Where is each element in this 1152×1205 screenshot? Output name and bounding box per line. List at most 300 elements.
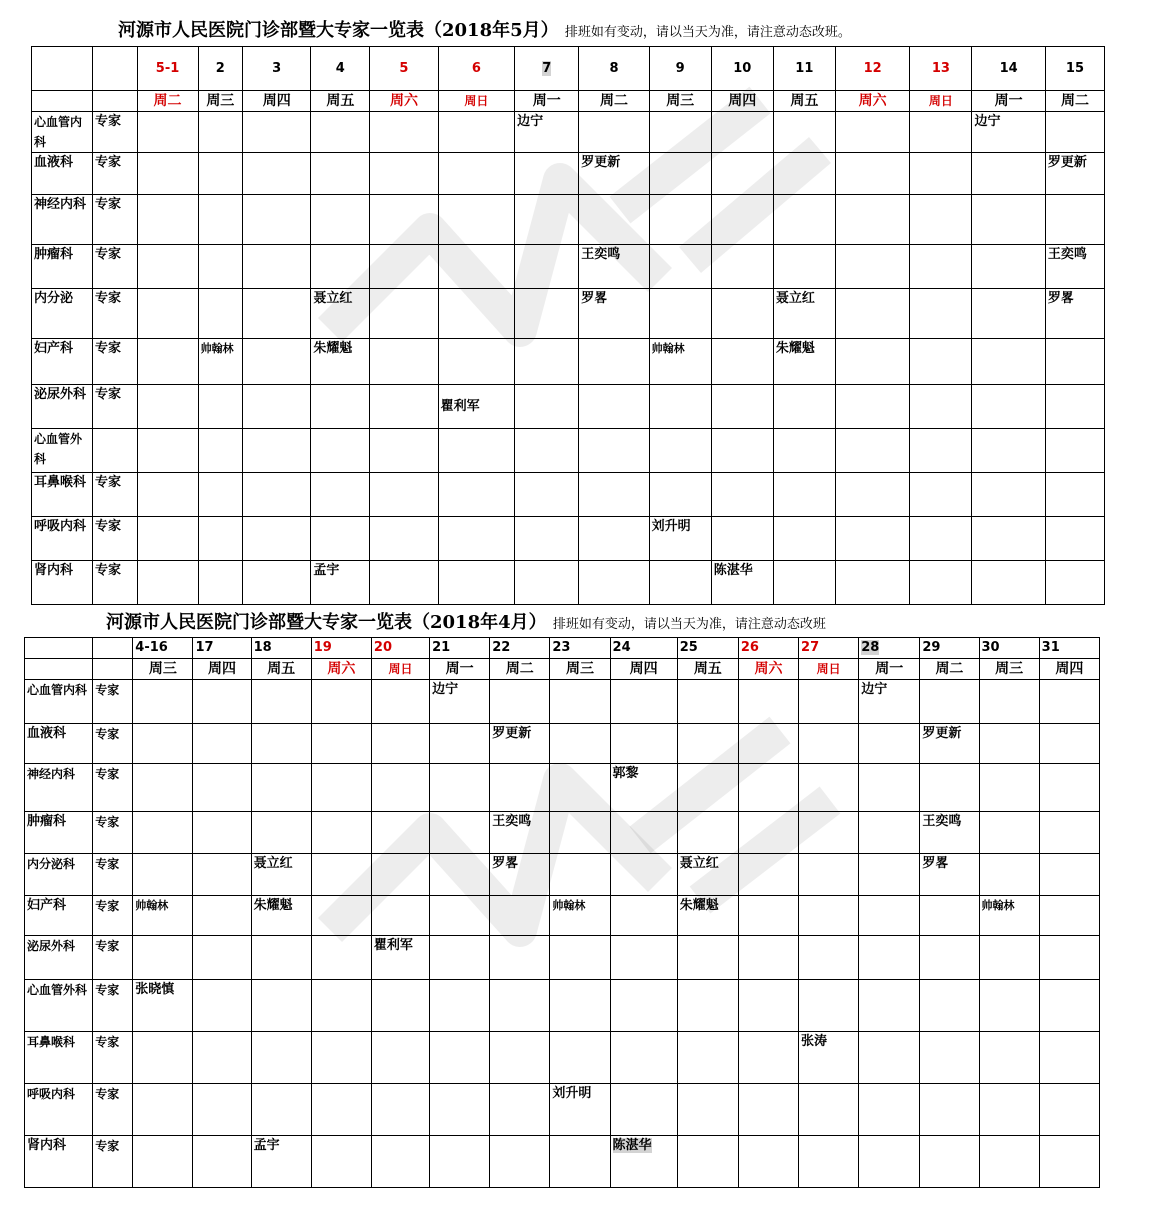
schedule-cell xyxy=(550,1032,610,1084)
schedule-cell xyxy=(137,517,198,561)
date-header-cell xyxy=(677,638,738,659)
schedule-cell xyxy=(859,980,920,1032)
weekday-header-cell xyxy=(738,659,798,680)
weekday-header-cell xyxy=(1039,659,1099,680)
schedule-cell xyxy=(610,1032,677,1084)
schedule-cell xyxy=(1045,561,1104,605)
role-cell xyxy=(93,473,137,517)
schedule-cell xyxy=(738,1084,798,1136)
date-header-cell xyxy=(430,638,490,659)
schedule-cell xyxy=(137,112,198,153)
schedule-cell xyxy=(198,561,242,605)
role-cell xyxy=(93,764,133,812)
weekday-label: 周四 xyxy=(262,93,291,109)
schedule-cell xyxy=(438,153,515,195)
role-cell xyxy=(93,1136,133,1188)
schedule-cell xyxy=(1039,680,1099,724)
schedule-cell xyxy=(133,764,193,812)
date-label: 7 xyxy=(542,60,552,76)
department-row xyxy=(25,896,1100,936)
schedule-cell xyxy=(649,339,711,385)
weekday-label: 周三 xyxy=(206,93,235,109)
schedule-cell xyxy=(430,724,490,764)
date-label: 10 xyxy=(733,60,752,76)
schedule-cell xyxy=(243,195,311,245)
schedule-cell xyxy=(371,724,429,764)
schedule-cell xyxy=(133,936,193,980)
schedule-cell xyxy=(677,854,738,896)
schedule-cell xyxy=(1045,473,1104,517)
schedule-cell xyxy=(677,680,738,724)
schedule-cell xyxy=(311,517,370,561)
schedule-cell xyxy=(198,429,242,473)
weekday-header-cell xyxy=(430,659,490,680)
schedule-cell xyxy=(738,936,798,980)
schedule-cell xyxy=(711,517,773,561)
date-header-cell xyxy=(711,47,773,91)
date-header-cell xyxy=(579,47,649,91)
schedule-cell xyxy=(251,1032,311,1084)
schedule-cell xyxy=(137,289,198,339)
schedule-cell xyxy=(371,854,429,896)
date-header-cell xyxy=(311,47,370,91)
doctor-name: 帅翰林 xyxy=(981,899,1015,912)
header-blank-cell xyxy=(25,659,93,680)
schedule-cell xyxy=(610,896,677,936)
date-header-cell xyxy=(243,47,311,91)
weekday-label: 周二 xyxy=(935,661,964,677)
doctor-name: 陈湛华 xyxy=(713,563,753,578)
schedule-cell xyxy=(773,289,835,339)
date-label: 30 xyxy=(981,640,1000,655)
doctor-name: 罗更新 xyxy=(492,726,532,741)
schedule-cell xyxy=(193,812,251,854)
schedule-cell xyxy=(910,429,972,473)
weekday-label: 周六 xyxy=(327,661,356,677)
schedule-cell xyxy=(371,980,429,1032)
schedule-cell xyxy=(579,112,649,153)
schedule-cell xyxy=(490,724,550,764)
schedule-cell xyxy=(311,385,370,429)
doctor-name: 孟宇 xyxy=(253,1138,280,1153)
date-label: 14 xyxy=(999,60,1018,76)
role-label: 专家 xyxy=(95,983,120,997)
date-label: 17 xyxy=(195,640,214,655)
schedule-cell xyxy=(371,680,429,724)
role-label: 专家 xyxy=(95,939,120,953)
weekday-header-cell xyxy=(490,659,550,680)
schedule-cell xyxy=(430,854,490,896)
date-header-cell xyxy=(193,638,251,659)
schedule-cell xyxy=(550,1136,610,1188)
schedule-cell xyxy=(371,896,429,936)
weekday-header-cell xyxy=(371,659,429,680)
department-cell xyxy=(25,1084,93,1136)
schedule-cell xyxy=(193,936,251,980)
weekday-header-cell xyxy=(243,91,311,112)
department-cell xyxy=(32,385,93,429)
schedule-cell xyxy=(137,385,198,429)
doctor-name: 边宁 xyxy=(432,682,459,697)
department-cell xyxy=(32,429,93,473)
schedule-cell xyxy=(193,764,251,812)
department-cell xyxy=(32,339,93,385)
schedule-cell xyxy=(438,429,515,473)
weekday-label: 周一 xyxy=(532,93,561,109)
date-header-cell xyxy=(198,47,242,91)
weekday-label: 周五 xyxy=(267,661,296,677)
schedule-cell xyxy=(773,385,835,429)
schedule-cell xyxy=(550,1084,610,1136)
schedule-cell xyxy=(370,429,438,473)
date-header-cell xyxy=(910,47,972,91)
schedule-cell xyxy=(370,473,438,517)
doctor-name: 罗更新 xyxy=(1047,155,1087,170)
date-header-cell xyxy=(1039,638,1099,659)
weekday-label: 周五 xyxy=(693,661,722,677)
role-cell xyxy=(93,1032,133,1084)
schedule-cell xyxy=(979,854,1039,896)
date-label: 5-1 xyxy=(155,60,180,76)
weekday-header-cell xyxy=(311,91,370,112)
schedule-cell xyxy=(490,980,550,1032)
weekday-label: 周六 xyxy=(754,661,783,677)
role-cell xyxy=(93,517,137,561)
date-label: 31 xyxy=(1041,640,1060,655)
schedule-cell xyxy=(243,339,311,385)
schedule-cell xyxy=(920,936,979,980)
schedule-cell xyxy=(711,429,773,473)
schedule-cell xyxy=(677,896,738,936)
date-label: 4-16 xyxy=(135,640,168,655)
date-header-cell xyxy=(835,47,909,91)
department-label: 妇产科 xyxy=(27,898,67,913)
role-cell xyxy=(93,896,133,936)
schedule-cell xyxy=(979,936,1039,980)
schedule-cell xyxy=(910,153,972,195)
schedule-cell xyxy=(799,724,859,764)
doctor-name: 聂立红 xyxy=(775,291,815,306)
schedule-cell xyxy=(311,936,371,980)
weekday-label: 周四 xyxy=(1055,661,1084,677)
schedule-cell xyxy=(711,289,773,339)
schedule-cell xyxy=(859,854,920,896)
weekday-header-cell xyxy=(579,91,649,112)
schedule-cell xyxy=(910,339,972,385)
date-header-cell xyxy=(550,638,610,659)
schedule-cell xyxy=(920,724,979,764)
schedule-cell xyxy=(438,195,515,245)
schedule-cell xyxy=(835,245,909,289)
schedule-cell xyxy=(677,764,738,812)
schedule-cell xyxy=(198,385,242,429)
schedule-cell xyxy=(677,1136,738,1188)
schedule-cell xyxy=(610,1084,677,1136)
doctor-name: 边宁 xyxy=(974,114,1001,129)
schedule-cell xyxy=(243,289,311,339)
department-cell xyxy=(25,1032,93,1084)
schedule-cell xyxy=(490,1084,550,1136)
date-label: 4 xyxy=(335,60,345,76)
schedule-cell xyxy=(311,561,370,605)
date-label: 21 xyxy=(432,640,451,655)
schedule-cell xyxy=(311,245,370,289)
schedule-cell xyxy=(311,896,371,936)
schedule-cell xyxy=(711,245,773,289)
schedule-cell xyxy=(251,812,311,854)
role-label: 专家 xyxy=(95,1139,120,1153)
doctor-name: 聂立红 xyxy=(679,856,719,871)
schedule-cell xyxy=(738,812,798,854)
header-blank-cell xyxy=(25,638,93,659)
schedule-cell xyxy=(773,245,835,289)
schedule-cell xyxy=(649,195,711,245)
weekday-label: 周二 xyxy=(599,93,628,109)
weekday-header-cell xyxy=(438,91,515,112)
department-label: 心血管外科 xyxy=(27,983,88,997)
schedule-cell xyxy=(438,517,515,561)
schedule-cell xyxy=(311,1084,371,1136)
weekday-label: 周日 xyxy=(928,94,953,108)
role-cell xyxy=(93,1084,133,1136)
doctor-name: 聂立红 xyxy=(313,291,353,306)
schedule-cell xyxy=(979,812,1039,854)
weekday-label: 周四 xyxy=(629,661,658,677)
weekday-header-cell xyxy=(835,91,909,112)
schedule-cell xyxy=(799,854,859,896)
schedule-cell xyxy=(649,385,711,429)
schedule-cell xyxy=(251,854,311,896)
schedule-cell xyxy=(1039,812,1099,854)
schedule-cell xyxy=(799,812,859,854)
header-blank-cell xyxy=(93,91,137,112)
date-header-cell xyxy=(610,638,677,659)
weekday-header-cell xyxy=(1045,91,1104,112)
department-label: 神经内科 xyxy=(34,197,87,212)
schedule-cell xyxy=(1045,385,1104,429)
department-row xyxy=(32,245,1105,289)
schedule-cell xyxy=(835,385,909,429)
schedule-cell xyxy=(438,385,515,429)
schedule-cell xyxy=(133,812,193,854)
schedule-cell xyxy=(370,289,438,339)
schedule-cell xyxy=(972,112,1045,153)
schedule-cell xyxy=(438,112,515,153)
date-label: 20 xyxy=(373,640,393,655)
schedule-cell xyxy=(430,1084,490,1136)
role-label: 专家 xyxy=(95,899,120,913)
schedule-cell xyxy=(859,1032,920,1084)
doctor-name: 朱耀魁 xyxy=(775,341,815,356)
department-cell xyxy=(32,289,93,339)
schedule-cell xyxy=(198,153,242,195)
schedule-cell xyxy=(193,1136,251,1188)
date-label: 24 xyxy=(612,640,631,655)
role-label: 专家 xyxy=(95,114,122,129)
weekday-header-cell xyxy=(972,91,1045,112)
schedule-cell xyxy=(799,680,859,724)
schedule-cell xyxy=(677,1084,738,1136)
doctor-name: 郭黎 xyxy=(612,766,639,781)
department-cell xyxy=(32,195,93,245)
schedule-cell xyxy=(859,1084,920,1136)
schedule-cell xyxy=(579,517,649,561)
header-blank-cell xyxy=(93,638,133,659)
date-header-cell xyxy=(859,638,920,659)
date-label: 11 xyxy=(795,60,814,76)
schedule-cell xyxy=(972,473,1045,517)
doctor-name: 孟宇 xyxy=(313,563,340,578)
schedule-cell xyxy=(972,153,1045,195)
schedule-cell xyxy=(198,245,242,289)
date-label: 28 xyxy=(861,640,880,655)
schedule-cell xyxy=(1045,517,1104,561)
role-label: 专家 xyxy=(95,1087,120,1101)
weekday-label: 周三 xyxy=(565,661,594,677)
date-header-cell xyxy=(799,638,859,659)
schedule-cell xyxy=(649,429,711,473)
schedule-cell xyxy=(972,429,1045,473)
weekday-header-cell xyxy=(251,659,311,680)
doctor-name: 帅翰林 xyxy=(651,342,685,355)
schedule-cell xyxy=(859,896,920,936)
schedule-cell xyxy=(579,339,649,385)
department-row xyxy=(32,473,1105,517)
schedule-cell xyxy=(515,473,579,517)
role-label: 专家 xyxy=(95,563,122,578)
schedule-cell xyxy=(738,980,798,1032)
role-label: 专家 xyxy=(95,767,120,781)
doctor-name: 边宁 xyxy=(861,682,888,697)
schedule-cell xyxy=(193,680,251,724)
schedule-cell xyxy=(979,1084,1039,1136)
weekday-header-cell xyxy=(610,659,677,680)
doctor-name: 王奕鸣 xyxy=(922,814,962,829)
schedule-cell xyxy=(137,195,198,245)
doctor-name: 帅翰林 xyxy=(200,342,234,355)
apr-date-row xyxy=(25,638,1100,659)
schedule-cell xyxy=(859,764,920,812)
schedule-cell xyxy=(835,429,909,473)
schedule-cell xyxy=(649,112,711,153)
date-header-cell xyxy=(133,638,193,659)
schedule-cell xyxy=(773,153,835,195)
schedule-cell xyxy=(133,896,193,936)
may-schedule-table xyxy=(31,46,1105,605)
schedule-cell xyxy=(738,724,798,764)
role-cell xyxy=(93,936,133,980)
schedule-cell xyxy=(438,561,515,605)
date-label: 12 xyxy=(863,60,882,76)
schedule-cell xyxy=(920,1084,979,1136)
department-cell xyxy=(25,936,93,980)
department-row xyxy=(25,812,1100,854)
department-label: 心血管内科 xyxy=(34,115,83,149)
doctor-name: 罗更新 xyxy=(581,155,621,170)
schedule-cell xyxy=(979,896,1039,936)
schedule-cell xyxy=(193,896,251,936)
date-label: 2 xyxy=(215,60,225,76)
date-label: 18 xyxy=(253,640,272,655)
role-label: 专家 xyxy=(95,519,122,534)
weekday-label: 周五 xyxy=(790,93,819,109)
schedule-cell xyxy=(835,153,909,195)
doctor-name: 张涛 xyxy=(801,1034,828,1049)
schedule-cell xyxy=(979,980,1039,1032)
may-date-row xyxy=(32,47,1105,91)
schedule-cell xyxy=(972,245,1045,289)
schedule-cell xyxy=(1039,724,1099,764)
schedule-cell xyxy=(490,854,550,896)
department-label: 心血管外科 xyxy=(34,432,83,466)
schedule-cell xyxy=(311,112,370,153)
weekday-header-cell xyxy=(550,659,610,680)
schedule-cell xyxy=(311,764,371,812)
role-cell xyxy=(93,429,137,473)
schedule-cell xyxy=(610,854,677,896)
doctor-name: 刘升明 xyxy=(552,1086,592,1101)
date-header-cell xyxy=(371,638,429,659)
schedule-cell xyxy=(133,980,193,1032)
schedule-cell xyxy=(311,429,370,473)
schedule-cell xyxy=(370,339,438,385)
doctor-name: 王奕鸣 xyxy=(492,814,532,829)
schedule-cell xyxy=(738,854,798,896)
department-label: 耳鼻喉科 xyxy=(34,475,87,490)
may-weekday-row xyxy=(32,91,1105,112)
department-cell xyxy=(25,764,93,812)
doctor-name: 朱耀魁 xyxy=(253,898,293,913)
schedule-cell xyxy=(579,289,649,339)
date-header-cell xyxy=(773,47,835,91)
schedule-cell xyxy=(515,561,579,605)
schedule-cell xyxy=(251,936,311,980)
schedule-cell xyxy=(430,680,490,724)
doctor-name: 罗畧 xyxy=(922,856,949,871)
schedule-cell xyxy=(773,112,835,153)
weekday-header-cell xyxy=(773,91,835,112)
schedule-cell xyxy=(193,980,251,1032)
may-title xyxy=(118,16,851,42)
role-cell xyxy=(93,854,133,896)
schedule-cell xyxy=(910,195,972,245)
schedule-cell xyxy=(979,764,1039,812)
schedule-cell xyxy=(979,680,1039,724)
role-cell xyxy=(93,980,133,1032)
weekday-header-cell xyxy=(979,659,1039,680)
schedule-cell xyxy=(515,245,579,289)
schedule-cell xyxy=(251,724,311,764)
schedule-cell xyxy=(430,1032,490,1084)
department-row xyxy=(25,764,1100,812)
department-row xyxy=(25,980,1100,1032)
schedule-cell xyxy=(738,1136,798,1188)
schedule-cell xyxy=(438,473,515,517)
department-row xyxy=(25,680,1100,724)
schedule-cell xyxy=(311,153,370,195)
role-cell xyxy=(93,339,137,385)
apr-note: 排班如有变动，请以当天为准，请注意动态改班 xyxy=(552,617,826,632)
role-cell xyxy=(93,245,137,289)
role-label: 专家 xyxy=(95,341,122,356)
schedule-cell xyxy=(198,289,242,339)
schedule-cell xyxy=(910,385,972,429)
schedule-cell xyxy=(1045,339,1104,385)
department-row xyxy=(32,195,1105,245)
schedule-cell xyxy=(1045,195,1104,245)
department-cell xyxy=(32,561,93,605)
department-row xyxy=(32,339,1105,385)
